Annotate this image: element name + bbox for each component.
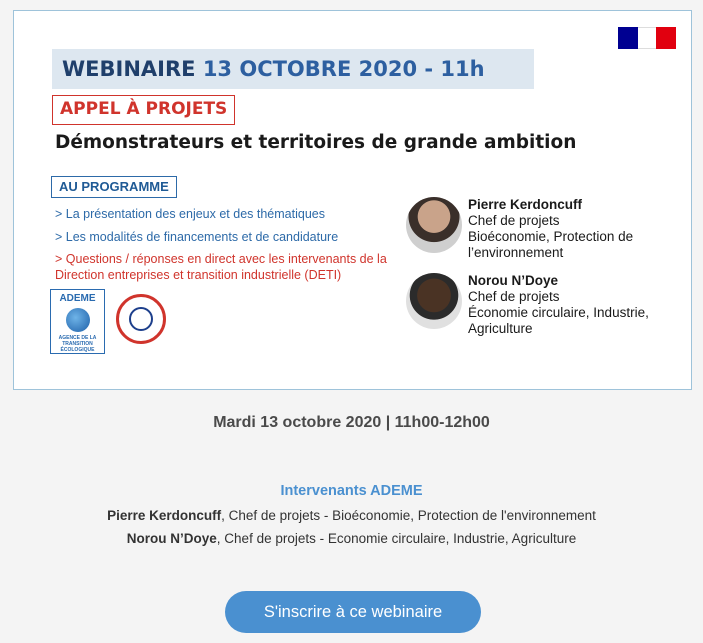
ademe-logo-tagline: AGENCE DE LA TRANSITION ÉCOLOGIQUE — [58, 335, 97, 353]
french-flag-logo — [618, 27, 676, 49]
programme-item: > La présentation des enjeux et des thématiques — [55, 207, 325, 221]
programme-item: > Les modalités de financements et de candidature — [55, 229, 339, 244]
investir-avenir-logo — [116, 294, 166, 344]
ademe-logo — [50, 289, 105, 354]
register-webinar-button[interactable]: S'inscrire à ce webinaire — [225, 591, 481, 633]
intervenants-title: Intervenants ADEME — [280, 483, 423, 499]
speaker-name: Pierre Kerdoncuff — [468, 197, 583, 212]
marianne-profile-icon — [129, 307, 153, 331]
programme-item: > Questions / réponses en direct avec les intervenants de la Direction entreprises et transition industrielle (DETI) — [55, 252, 387, 282]
programme-label: AU PROGRAMME — [51, 176, 177, 198]
speaker-role: Chef de projets — [468, 289, 560, 304]
flag-white-stripe — [638, 27, 656, 49]
intervenant-name: Pierre Kerdoncuff — [107, 508, 222, 523]
intervenant-line — [0, 531, 703, 546]
speaker-domain: Bioéconomie, Protection de l’environnement — [468, 229, 634, 260]
intervenant-desc: , Chef de projets - Bioéconomie, Protection de l'environnement — [221, 508, 596, 523]
flag-blue-stripe — [618, 27, 638, 49]
appel-a-projets-label: APPEL À PROJETS — [52, 95, 235, 125]
webinar-title — [52, 49, 534, 89]
event-date: Mardi 13 octobre 2020 | 11h00-12h00 — [213, 414, 490, 431]
speaker-role: Chef de projets — [468, 213, 560, 228]
programme-list — [55, 207, 410, 290]
speaker-name: Norou N’Doye — [468, 273, 559, 288]
speaker-domain: Économie circulaire, Industrie, Agriculture — [468, 305, 649, 336]
title-prefix: WEBINAIRE — [62, 57, 196, 81]
webinar-banner — [13, 10, 692, 390]
intervenant-name: Norou N’Doye — [126, 531, 217, 546]
intervenant-line — [0, 508, 703, 523]
speaker-photo — [406, 197, 462, 253]
globe-icon — [66, 308, 90, 332]
intervenant-desc: , Chef de projets - Economie circulaire, Industrie, Agriculture — [216, 531, 577, 546]
flag-red-stripe — [656, 27, 676, 49]
ademe-logo-name: ADEME — [59, 293, 96, 304]
banner-subtitle: Démonstrateurs et territoires de grande ambition — [55, 132, 577, 153]
speaker-photo — [406, 273, 462, 329]
title-date: 13 OCTOBRE 2020 - 11h — [202, 57, 485, 81]
